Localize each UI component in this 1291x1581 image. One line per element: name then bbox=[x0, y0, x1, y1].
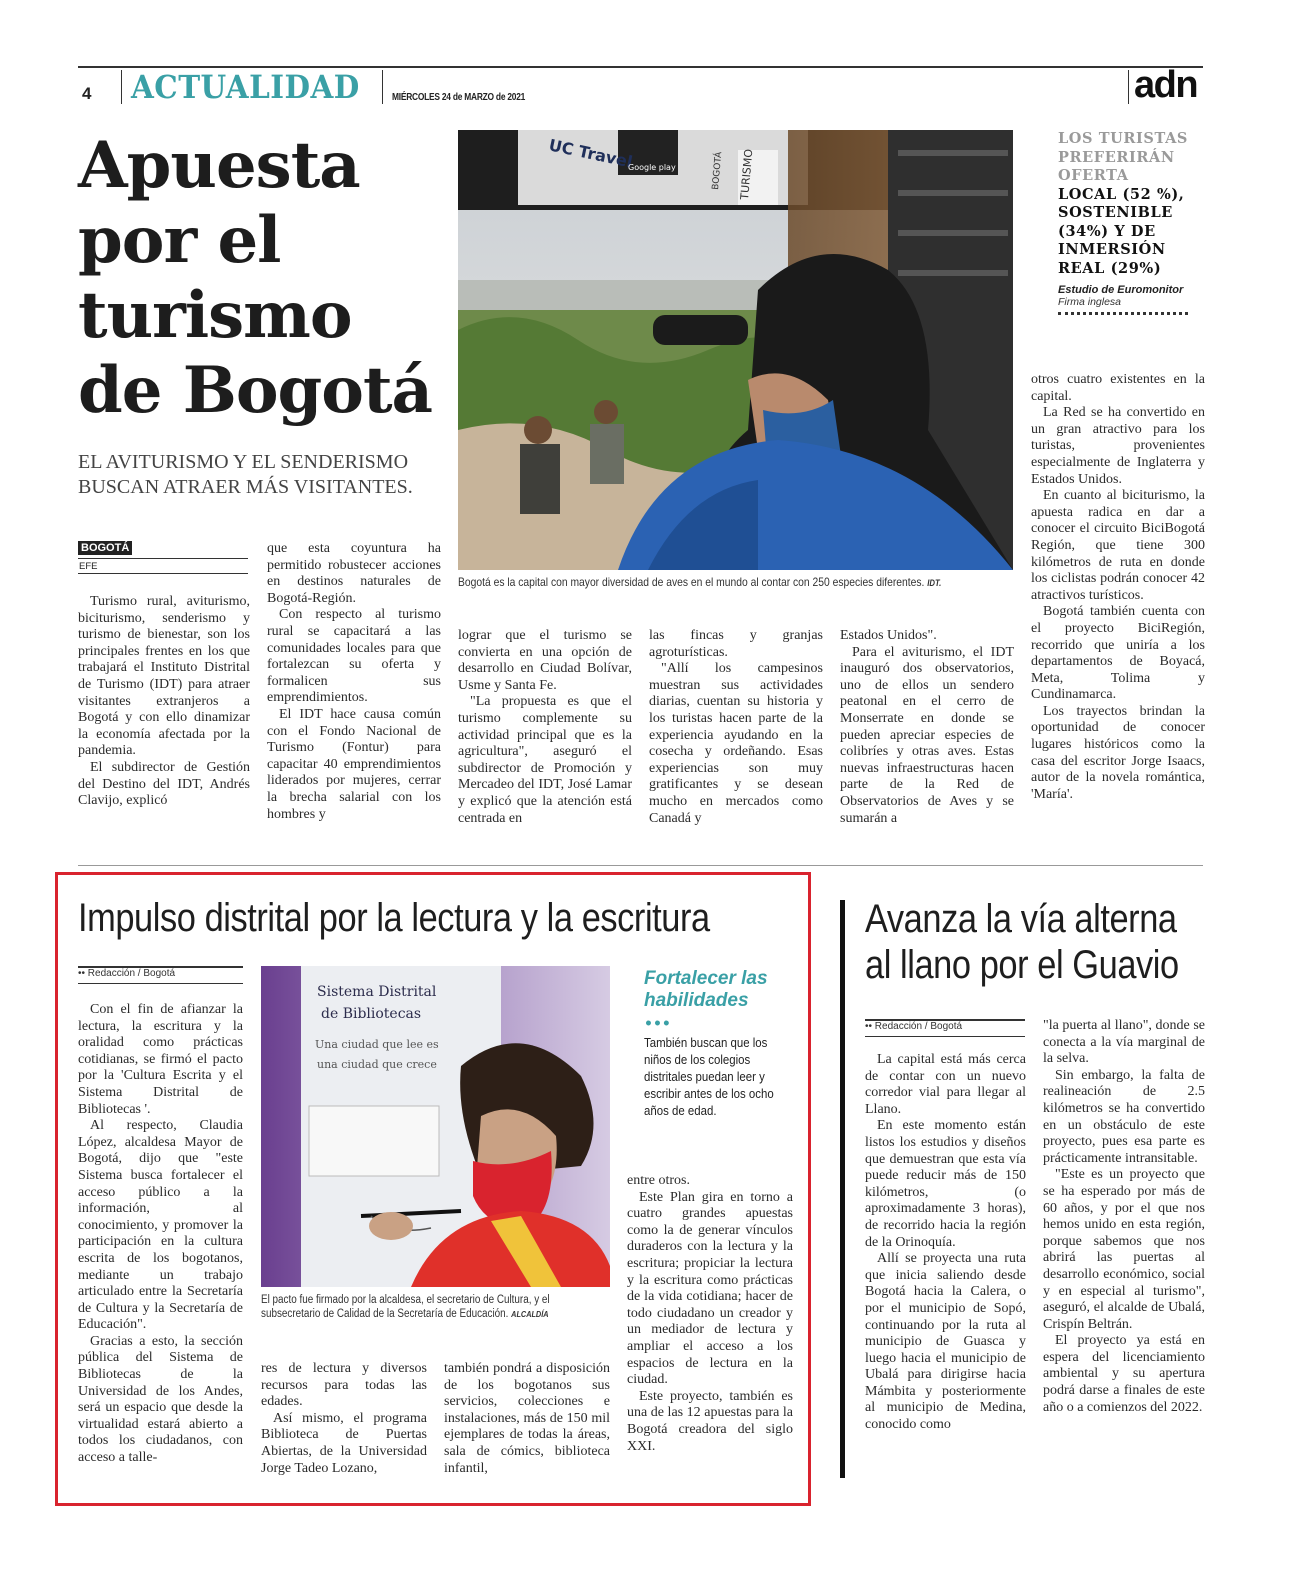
dateline-rule-2 bbox=[78, 573, 248, 574]
paragraph: Sin embargo, la falta de realineación de 2.5 kilómetros se ha convertido en un obstáculo de este proyecto, pues esa parte es prácticamente intransitable. bbox=[1043, 1067, 1205, 1166]
article3-byline bbox=[865, 1021, 962, 1032]
location-tag: BOGOTÁ bbox=[78, 541, 132, 555]
main-headline bbox=[78, 128, 432, 428]
main-col-2 bbox=[267, 541, 441, 823]
sign-line-4: una ciudad que crece bbox=[317, 1058, 437, 1071]
section-title: ACTUALIDAD bbox=[131, 68, 360, 106]
article3-headline bbox=[865, 896, 1179, 988]
headline-line: Apuesta bbox=[78, 128, 360, 203]
byline-dots: •• bbox=[865, 1021, 875, 1032]
paragraph: Allí se proyecta una ruta que inicia saliendo desde Bogotá hacia la Calera, o por el municipio de Sopó, continuando por la ruta al municipio de Guasca y luego hacia el municipio de Ubalá para dirigirse hacia Mámbita y posteriormente al municipio de Medina, conocido como bbox=[865, 1251, 1026, 1433]
byline-text: Redacción / Bogotá bbox=[874, 1021, 963, 1032]
headline-line: por el bbox=[78, 203, 281, 278]
paragraph: Al respecto, Claudia López, alcaldesa Mayor de Bogotá, dijo que "este Sistema busca fortalecer el acceso público a la información, al conocimiento, y promover la participación en la cultura escrita de los bogotanos, mediante un trabajo articulado entre la Secretaría de Cultura y la Secretaría de Educación". bbox=[78, 1118, 243, 1333]
paragraph: Con respecto al turismo rural se capacitará a las comunidades locales para que fortalezcan su oferta y formalicen sus emprendimientos. bbox=[267, 607, 441, 706]
article2-photo-caption bbox=[261, 1293, 605, 1321]
paragraph: Este Plan gira en torno a cuatro grandes apuestas como la de generar vínculos duraderos con la lectura y la escritura; propiciar la lectura y la escritura como prácticas de la vida cotidiana; hacer de todo ciudadano un creador y un mediador de lectura y ampliar el acceso a los espacios de lectura en la ciudad. bbox=[627, 1189, 793, 1388]
logo-divider bbox=[1128, 70, 1129, 104]
article2-col-1 bbox=[78, 1002, 243, 1467]
paragraph: El proyecto ya está en espera del licenciamiento ambiental y su apertura podrá darse a finales de este año o a comienzos del 2022. bbox=[1043, 1333, 1205, 1415]
headline-line: turismo bbox=[78, 278, 352, 353]
page-number: 4 bbox=[82, 84, 92, 103]
caption-text: El pacto fue firmado por la alcaldesa, el secretario de Cultura, y el subsecretario de Calidad de la Secretaría de Educación. bbox=[261, 1294, 550, 1320]
paragraph: "la puerta al llano", donde se conecta a la vía marginal de la selva. bbox=[1043, 1018, 1205, 1067]
main-col-1 bbox=[78, 594, 250, 810]
stat-dotted-rule bbox=[1058, 312, 1188, 315]
main-photo-caption bbox=[458, 575, 974, 589]
article3-col-2 bbox=[1043, 1018, 1205, 1416]
article2-col-2 bbox=[261, 1361, 427, 1477]
photo-illustration bbox=[458, 130, 1013, 570]
header-divider bbox=[121, 70, 122, 104]
article2-col-3 bbox=[444, 1361, 610, 1477]
pull-title: Fortalecer las habilidades bbox=[644, 968, 768, 1011]
sign-store: Google play bbox=[628, 163, 676, 172]
paragraph: Bogotá también cuenta con el proyecto BiciRegión, recorrido que uniría a los departamentos de Boyacá, Meta, Tolima y Cundinamarca. bbox=[1031, 604, 1205, 703]
paragraph: Así mismo, el programa Biblioteca de Puertas Abiertas, de la Universidad Jorge Tadeo Lozano, bbox=[261, 1410, 427, 1476]
paragraph: En cuanto al biciturismo, la apuesta radica en dar a conocer el circuito BiciBogotá Región, que tiene 300 kilómetros de ruta en donde los ciclistas podrán conocer 42 atractivos turísticos. bbox=[1031, 488, 1205, 603]
sign-turismo: TURISMO bbox=[738, 148, 756, 201]
sign-bogota: BOGOTÁ bbox=[711, 151, 725, 191]
issue-date: MIÉRCOLES 24 de MARZO de 2021 bbox=[392, 91, 526, 103]
article2-byline bbox=[78, 968, 175, 979]
paragraph: res de lectura y diversos recursos para todas las edades. bbox=[261, 1361, 427, 1410]
paragraph: En este momento están listos los estudios y diseños que demuestran que esta vía puede reducir más de 150 kilómetros, (o aproximadamente 3 horas), de recorrido hacia la región de la Orinoquía. bbox=[865, 1118, 1026, 1250]
header-divider-2 bbox=[382, 70, 383, 104]
paragraph: El IDT hace causa común con el Fondo Nacional de Turismo (Fontur) para capacitar 40 emprendimientos liderados por mujeres, cerrar la brecha salarial con los hombres y bbox=[267, 706, 441, 822]
article3-byline-rule-2 bbox=[865, 1036, 1025, 1037]
article2-headline: Impulso distrital por la lectura y la escritura bbox=[78, 896, 710, 940]
paragraph: La capital está más cerca de contar con un nuevo corredor vial para llegar al Llano. bbox=[865, 1052, 1026, 1117]
main-col-3 bbox=[458, 628, 632, 827]
main-col-5 bbox=[840, 628, 1014, 827]
sign-line-2: de Bibliotecas bbox=[321, 1006, 422, 1022]
headline-line: de Bogotá bbox=[78, 353, 432, 428]
article3-side-rule bbox=[840, 900, 845, 1478]
paragraph: entre otros. bbox=[627, 1173, 690, 1188]
article3-col-1 bbox=[865, 1052, 1026, 1434]
headline-line: al llano por el Guavio bbox=[865, 943, 1179, 987]
stat-box bbox=[1058, 130, 1208, 315]
stat-gray: LOS TURISTAS PREFERIRÁN OFERTA bbox=[1058, 130, 1189, 184]
article2-byline-rule-2 bbox=[78, 983, 243, 984]
paragraph: "Este es un proyecto que se ha esperado por más de 60 años, y por el que nos hemos unido en esta región, porque sabemos que nos abrirá las puertas al desarrollo económico, social y en especial al turismo", aseguró, el alcalde de Ubalá, Crispín Beltrán. bbox=[1043, 1167, 1205, 1332]
paragraph: otros cuatro existentes en la capital. bbox=[1031, 372, 1205, 404]
caption-credit: IDT. bbox=[927, 578, 942, 588]
paragraph: "La propuesta es que el turismo complemente su actividad principal que es la agricultura", aseguró el subdirector de Promoción y Mercadeo del IDT, José Lamar y explicó que la atención está centrada en bbox=[458, 694, 632, 826]
adn-logo: adn bbox=[1134, 64, 1198, 106]
agency-tag: EFE bbox=[79, 561, 98, 572]
sign-line-1: Sistema Distrital bbox=[317, 984, 437, 1000]
paragraph: también pondrá a disposición de los bogotanos sus servicios, colecciones e instalaciones, más de 150 mil ejemplares de todas la áreas, sala de cómics, biblioteca infantil, bbox=[444, 1361, 610, 1476]
library-photo bbox=[261, 966, 610, 1287]
paragraph: "Allí los campesinos muestran sus actividades diarias, cuentan su historia y los turistas hacen parte de la experiencia ayudando en la cosecha y ordeñando. Esas experiencias son muy gratificantes y se desean mucho en mercados como Canadá y bbox=[649, 661, 823, 826]
main-col-6 bbox=[1031, 372, 1205, 803]
birdwatcher-photo bbox=[458, 130, 1013, 570]
paragraph: las fincas y granjas agroturísticas. bbox=[649, 628, 823, 660]
caption-text: Bogotá es la capital con mayor diversidad de aves en el mundo al contar con 250 especies diferentes. bbox=[458, 575, 925, 589]
pull-quote bbox=[644, 968, 794, 1119]
main-col-4 bbox=[649, 628, 823, 827]
paragraph: Gracias a esto, la sección pública del Sistema de Bibliotecas de la Universidad de los Andes, será un espacio que desde la virtualidad estará abierto a todos los ciudadanos, con acceso a talle- bbox=[78, 1333, 243, 1466]
paragraph: La Red se ha convertido en un gran atractivo para los turistas, provenientes especialmente de Inglaterra y Estados Unidos. bbox=[1031, 405, 1205, 487]
caption-credit: ALCALDÍA bbox=[511, 1309, 549, 1319]
paragraph: Para el aviturismo, el IDT inauguró dos observatorios, uno de ellos un sendero peatonal en el cerro de Monserrate en donde se pueden apreciar especies de colibríes y otras aves. Estas nuevas infraestructuras hacen parte de la Red de Observatorios de Aves y se sumarán a bbox=[840, 644, 1014, 826]
main-subhead: EL AVITURISMO Y EL SENDERISMO BUSCAN ATRAER MÁS VISITANTES. bbox=[78, 451, 413, 498]
article2-col-4 bbox=[627, 1173, 793, 1455]
pull-dots: ••• bbox=[644, 1016, 671, 1032]
byline-dots: •• bbox=[78, 968, 88, 979]
stat-source: Estudio de Euromonitor bbox=[1058, 284, 1184, 296]
section-divider bbox=[78, 865, 1203, 866]
headline-line: Avanza la vía alterna bbox=[865, 897, 1177, 941]
paragraph: Estados Unidos". bbox=[840, 628, 937, 643]
library-photo-illustration bbox=[261, 966, 610, 1287]
dateline-rule bbox=[78, 558, 248, 559]
sign-travel: UC Travel bbox=[547, 135, 635, 172]
paragraph: Los trayectos brindan la oportunidad de conocer lugares históricos como la casa del escritor Jorge Isaacs, autor de la novela romántica, 'María'. bbox=[1031, 703, 1205, 802]
pull-text: También buscan que los niños de los colegios distritales puedan leer y escribir antes de los ocho años de edad. bbox=[644, 1035, 774, 1118]
byline-text: Redacción / Bogotá bbox=[87, 968, 176, 979]
paragraph: lograr que el turismo se convierta en una opción de desarrollo en Ciudad Bolívar, Usme y Santa Fe. bbox=[458, 628, 632, 693]
stat-bold: LOCAL (52 %), SOSTENIBLE (34%) Y DE INMERSIÓN REAL (29%) bbox=[1058, 185, 1185, 277]
paragraph: Este proyecto, también es una de las 12 apuestas para la Bogotá creadora del siglo XXI. bbox=[627, 1388, 793, 1454]
sign-line-3: Una ciudad que lee es bbox=[315, 1038, 439, 1051]
paragraph: que esta coyuntura ha permitido robustecer acciones en destinos naturales de Bogotá-Región. bbox=[267, 541, 441, 606]
paragraph: Turismo rural, aviturismo, biciturismo, senderismo y turismo de bienestar, son los principales frentes en los que trabajará el Instituto Distrital de Turismo (IDT) para atraer visitantes extranjeros a Bogotá y con ello dinamizar la economía afectada por la pandemia. bbox=[78, 594, 250, 759]
paragraph: Con el fin de afianzar la lectura, la escritura y la oralidad como prácticas cotidianas, se firmó el pacto por la 'Cultura Escrita y el Sistema Distrital de Bibliotecas '. bbox=[78, 1002, 243, 1117]
paragraph: El subdirector de Gestión del Destino del IDT, Andrés Clavijo, explicó bbox=[78, 759, 250, 809]
stat-source-sub: Firma inglesa bbox=[1058, 296, 1122, 308]
